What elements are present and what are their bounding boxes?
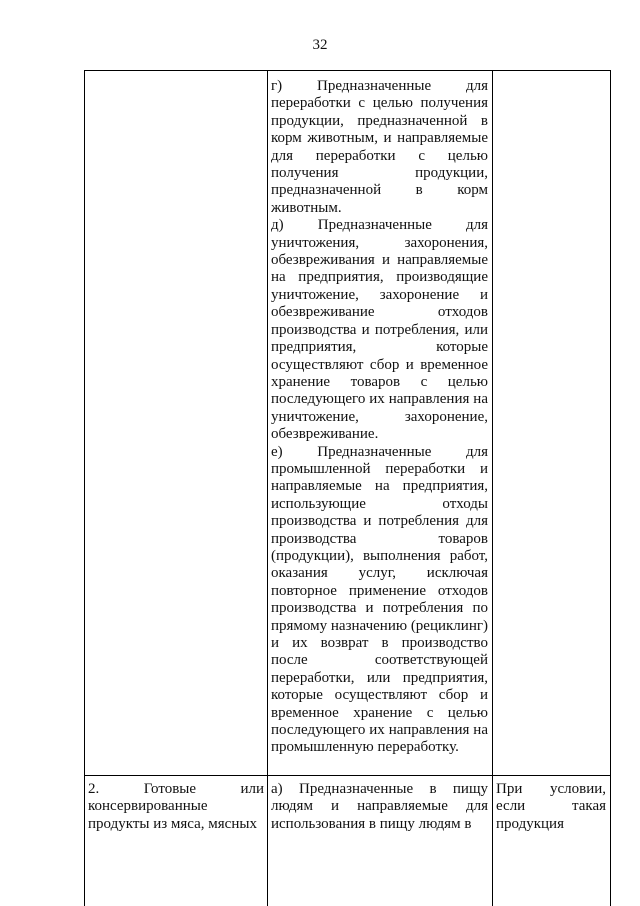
- table-border-left: [84, 70, 85, 906]
- page-number: 32: [312, 37, 328, 53]
- table-divider-1: [267, 70, 268, 906]
- row1-col3-cell: [496, 74, 606, 772]
- row1-col1-cell: [88, 74, 264, 772]
- document-table: [84, 70, 611, 906]
- item-e-paragraph: е) Предназначенные для промышленной переработки и направляемые на предприятия, использующие отходы производства и потребления для производства товаров (продукции), выполнения работ, оказания услуг, исключая повторное применение отходов производства и потребления по прямому назначению (рециклинг) и их возврат в производство после соответствующей переработки, или предприятия, которые осуществляют сбор и временное хранение с целью последующего их направления на промышленную переработку.: [271, 443, 488, 756]
- item-a-paragraph: а) Предназначенные в пищу людям и направляемые для использования в пищу людям в: [271, 781, 488, 832]
- table-border-right: [610, 70, 611, 906]
- row1-col2-cell: [271, 78, 488, 773]
- row2-col3-cell: [496, 781, 606, 901]
- product-category-text: 2. Готовые или консервированные продукты из мяса, мясных: [88, 781, 264, 832]
- table-border-top: [84, 70, 611, 71]
- row-divider: [84, 775, 611, 776]
- table-divider-2: [492, 70, 493, 906]
- condition-text: При условии, если такая продукция: [496, 781, 606, 832]
- row2-col2-cell: [271, 781, 488, 901]
- row2-col1-cell: [88, 781, 264, 901]
- item-d-paragraph: д) Предназначенные для уничтожения, захоронения, обезвреживания и направляемые на предприятия, производящие уничтожение, захоронение и обезвреживание отходов производства и потребления, или предприятия, которые осуществляют сбор и временное хранение товаров с целью последующего их направления на уничтожение, захоронение, обезвреживание.: [271, 217, 488, 443]
- item-g-paragraph: г) Предназначенные для переработки с целью получения продукции, предназначенной в корм животным, и направляемые для переработки с целью получения продукции, предназначенной в корм животным.: [271, 78, 488, 216]
